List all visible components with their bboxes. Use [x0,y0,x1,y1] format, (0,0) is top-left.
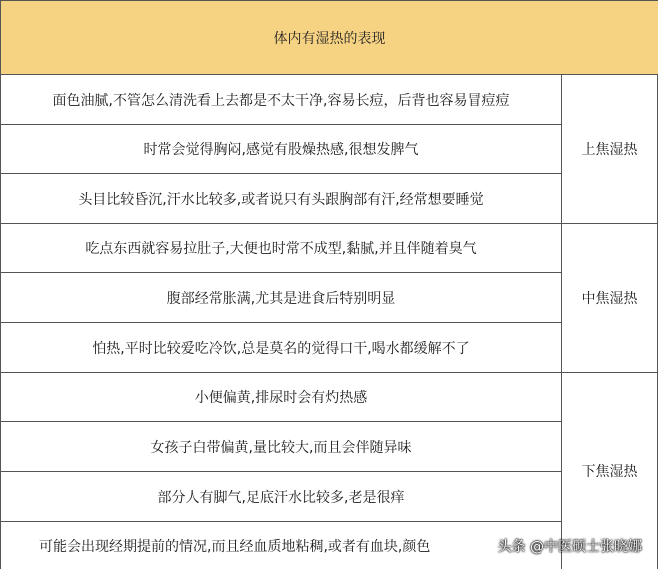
table-row: 头目比较昏沉,汗水比较多,或者说只有头跟胸部有汗,经常想要睡觉 [1,174,561,224]
group-label-upper: 上焦湿热 [561,75,658,224]
table-row: 可能会出现经期提前的情况,而且经血质地粘稠,或者有血块,颜色 [39,538,431,555]
table-title: 体内有湿热的表现 [1,0,658,75]
table-row: 小便偏黄,排尿时会有灼热感 [1,373,561,422]
group-label-middle: 中焦湿热 [561,224,658,373]
table-row: 腹部经常胀满,尤其是进食后特别明显 [1,273,561,323]
table-row: 怕热,平时比较爱吃冷饮,总是莫名的觉得口干,喝水都缓解不了 [1,323,561,373]
group-label-lower: 下焦湿热 [561,373,658,569]
table-row: 部分人有脚气,足底汗水比较多,老是很痒 [1,472,561,522]
table-row: 吃点东西就容易拉肚子,大便也时常不成型,黏腻,并且伴随着臭气 [1,224,561,273]
table-row: 女孩子白带偏黄,量比较大,而且会伴随异味 [1,422,561,472]
table-row: 时常会觉得胸闷,感觉有股燥热感,很想发脾气 [1,125,561,174]
table-row: 面色油腻,不管怎么清洗看上去都是不太干净,容易长痘，后背也容易冒痘痘 [1,75,561,125]
watermark: 头条 @中医硕士张晓娜 [497,539,642,555]
